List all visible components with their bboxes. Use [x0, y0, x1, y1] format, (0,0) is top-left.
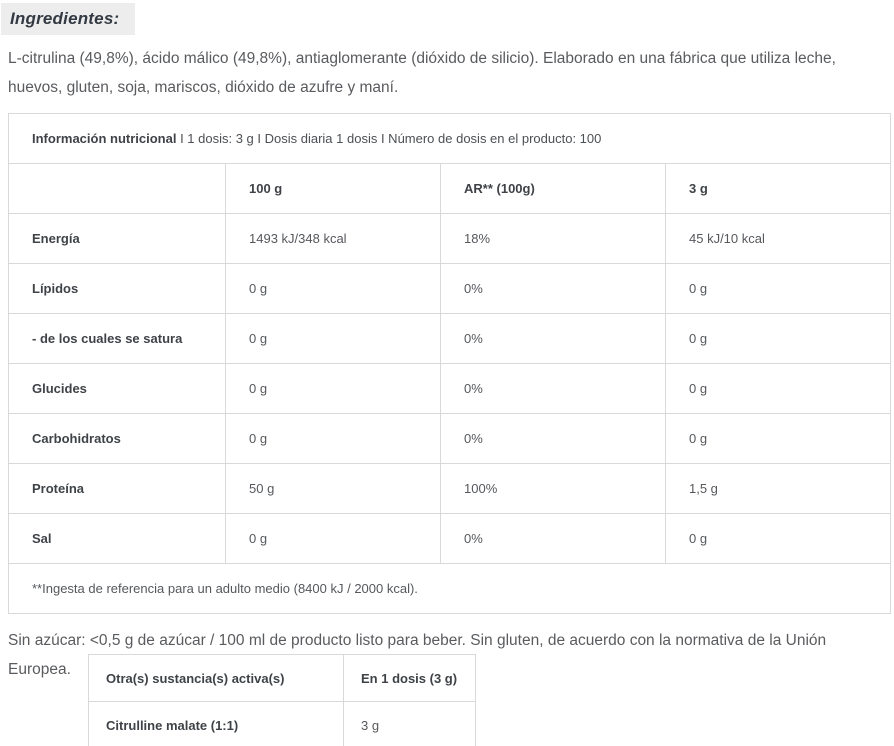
value-100g: 0 g: [226, 514, 441, 564]
nutrition-table-title-cell: [9, 114, 891, 164]
column-header-3g: 3 g: [666, 164, 891, 214]
value-3g: 0 g: [666, 514, 891, 564]
table-row-saturadas: [9, 314, 891, 364]
nutrition-table-title: Información nutricional: [32, 131, 177, 146]
row-label: Glucides: [9, 364, 226, 414]
row-label: Energía: [9, 214, 226, 264]
value-3g: 0 g: [666, 414, 891, 464]
active-substance-value: 3 g: [344, 702, 476, 746]
ingredients-heading: Ingredientes:: [1, 3, 135, 35]
nutrition-table: [8, 113, 891, 614]
value-ar: 0%: [441, 364, 666, 414]
value-3g: 0 g: [666, 264, 891, 314]
value-100g: 1493 kJ/348 kcal: [226, 214, 441, 264]
value-ar: 0%: [441, 514, 666, 564]
row-label: Sal: [9, 514, 226, 564]
actives-column-header-substance: Otra(s) sustancia(s) activa(s): [89, 655, 344, 702]
value-3g: 0 g: [666, 364, 891, 414]
value-ar: 18%: [441, 214, 666, 264]
value-100g: 0 g: [226, 314, 441, 364]
value-100g: 0 g: [226, 414, 441, 464]
value-ar: 100%: [441, 464, 666, 514]
nutrition-table-footnote-row: [9, 564, 891, 614]
value-100g: 0 g: [226, 364, 441, 414]
table-row-glucides: [9, 364, 891, 414]
nutrition-table-subtitle: I 1 dosis: 3 g I Dosis diaria 1 dosis I Número de dosis en el producto: 100: [176, 131, 602, 146]
sugar-free-note: Sin azúcar: <0,5 g de azúcar / 100 ml de producto listo para beber. Sin gluten, de acuerdo con la normativa de la Unión Europea.: [8, 632, 827, 678]
nutrition-table-title-row: [9, 114, 891, 164]
row-label: Lípidos: [9, 264, 226, 314]
table-row-sal: [9, 514, 891, 564]
column-header-100g: 100 g: [226, 164, 441, 214]
value-100g: 50 g: [226, 464, 441, 514]
value-100g: 0 g: [226, 264, 441, 314]
row-label: Carbohidratos: [9, 414, 226, 464]
value-3g: 1,5 g: [666, 464, 891, 514]
active-substance-name: Citrulline malate (1:1): [89, 702, 344, 746]
actives-column-header-dose: En 1 dosis (3 g): [344, 655, 476, 702]
actives-header-row: [89, 655, 476, 702]
column-header-ar: AR** (100g): [441, 164, 666, 214]
table-row-lipidos: [9, 264, 891, 314]
value-ar: 0%: [441, 414, 666, 464]
value-ar: 0%: [441, 264, 666, 314]
reference-intake-footnote: **Ingesta de referencia para un adulto medio (8400 kJ / 2000 kcal).: [9, 564, 891, 614]
actives-row-citrulline: [89, 702, 476, 746]
row-label: - de los cuales se satura: [9, 314, 226, 364]
active-substances-table: [88, 654, 476, 746]
table-row-proteina: [9, 464, 891, 514]
table-row-energia: [9, 214, 891, 264]
table-row-carbohidratos: [9, 414, 891, 464]
row-label: Proteína: [9, 464, 226, 514]
value-3g: 0 g: [666, 314, 891, 364]
ingredients-text: L-citrulina (49,8%), ácido málico (49,8%), antiaglomerante (dióxido de silicio). Elaborado en una fábrica que utiliza leche, huevos, gluten, soja, mariscos, dióxido de azufre y maní.: [8, 50, 836, 96]
nutrition-table-header-row: [9, 164, 891, 214]
value-3g: 45 kJ/10 kcal: [666, 214, 891, 264]
column-header-empty: [9, 164, 226, 214]
value-ar: 0%: [441, 314, 666, 364]
